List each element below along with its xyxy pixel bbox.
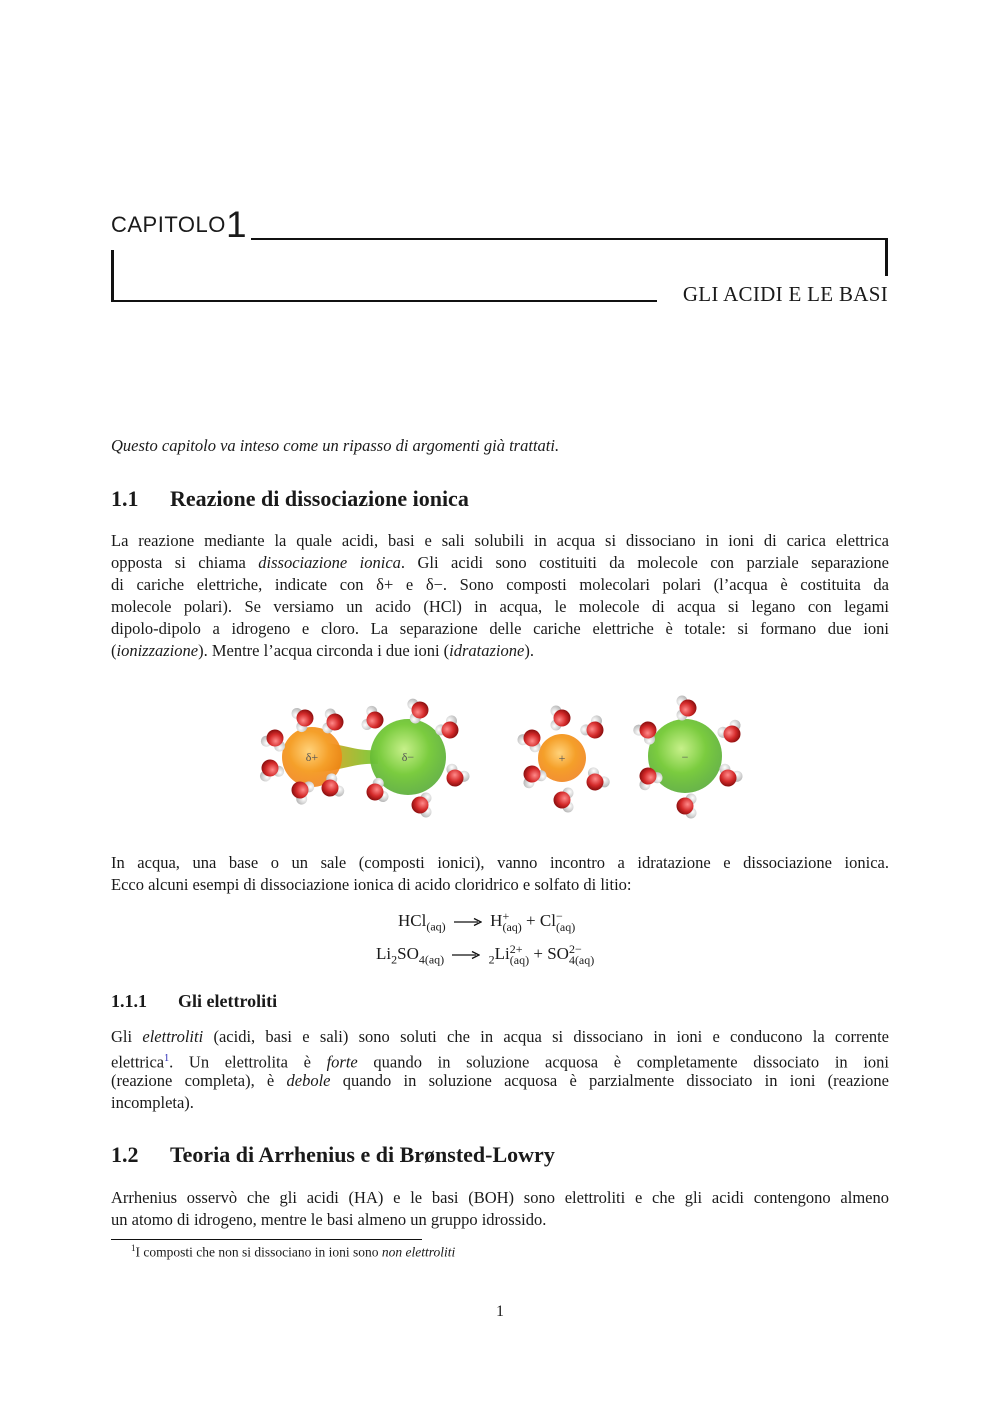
water-molecule-icon — [551, 706, 571, 731]
text-line: Arrhenius osservò che gli acidi (HA) e le basi (BOH) sono elettroliti e che gli acidi contengono almeno — [111, 1188, 889, 1207]
intro-text: Questo capitolo va inteso come un ripasso di argomenti già trattati. — [111, 436, 560, 455]
chapter-rule-left — [111, 250, 114, 302]
subsection-heading-1-1-1 — [111, 991, 277, 1012]
subsection-number: 1.1.1 — [111, 991, 147, 1011]
water-molecule-icon — [554, 788, 574, 813]
chapter-rule-top — [251, 238, 888, 240]
water-molecule-icon — [412, 793, 432, 818]
equation-li2so4: $Li_2SO_{4(aq)}$ $_2$Li 2+ (aq) + SO 2− 4(aq) — [376, 942, 595, 968]
text-line: In acqua, una base o un sale (composti ionici), vanno incontro a idratazione e dissociazione ionica. — [111, 853, 889, 872]
text-line: di cariche elettriche, indicate con δ+ e δ−. Sono composti molecolari polari (l’acqua è costituita da — [111, 575, 889, 594]
text-line: La reazione mediante la quale acidi, basi e sali solubili in acqua si dissociano in ioni di carica elettrica — [111, 531, 889, 550]
section-title: Reazione di dissociazione ionica — [170, 486, 469, 511]
water-molecule-icon — [715, 718, 747, 748]
anion-label: − — [681, 750, 689, 764]
chapter-label: CAPITOLO — [111, 212, 226, 237]
delta-minus-label: δ− — [401, 750, 415, 764]
chapter-rule-right — [885, 238, 888, 276]
text-line: Ecco alcuni esempi di dissociazione ionica di acido cloridrico e solfato di litio: — [111, 875, 632, 894]
section-title: Teoria di Arrhenius e di Brønsted-Lowry — [170, 1142, 555, 1167]
text-line: incompleta). — [111, 1093, 194, 1112]
text-line: un atomo di idrogeno, mentre le basi almeno un gruppo idrossido. — [111, 1210, 547, 1229]
water-molecule-icon — [677, 794, 697, 819]
footnote: $^1$I composti che non si dissociano in ioni sono non elettroliti — [131, 1243, 456, 1260]
paragraph-electrolytes — [111, 1026, 889, 1114]
paragraph-examples — [111, 852, 889, 896]
water-molecule-icon — [578, 713, 610, 744]
section-number: 1.1 — [111, 486, 139, 511]
water-molecule-icon — [255, 756, 285, 783]
reaction-arrow-icon — [454, 917, 482, 927]
equation-hcl: HCl$_{(aq)}$ H + (aq) + Cl − (aq) — [398, 909, 576, 935]
section-heading-1-1 — [111, 486, 469, 512]
chapter-title: GLI ACIDI E LE BASI — [682, 282, 888, 306]
water-molecule-icon — [677, 696, 697, 721]
water-molecule-icon — [580, 765, 612, 796]
text-line: (reazione completa), è debole quando in soluzione acquosa è parzialmente dissociato in ioni (reazione — [111, 1071, 889, 1090]
chapter-rule-bottom — [111, 300, 657, 302]
text-line: dipolo-dipolo a idrogeno e cloro. La separazione delle cariche elettriche è totale: si formano due ioni — [111, 619, 889, 638]
chapter-number: 1 — [226, 204, 247, 245]
water-molecule-icon — [322, 708, 346, 736]
text-line: opposta si chiama dissociazione ionica. Gli acidi sono costituiti da molecole con parziale separazione — [111, 553, 890, 572]
footnote-mark: 1 — [131, 1243, 136, 1253]
footnote-reference[interactable]: 1 — [164, 1053, 170, 1064]
section-heading-1-2 — [111, 1142, 555, 1168]
page-number: 1 — [496, 1303, 504, 1320]
footnote-rule — [111, 1239, 422, 1240]
section-number: 1.2 — [111, 1142, 139, 1167]
paragraph-arrhenius — [111, 1187, 889, 1231]
reaction-arrow-icon — [452, 950, 480, 960]
hydrated-ions — [538, 719, 722, 793]
paragraph-dissociation — [111, 530, 889, 662]
text-line: Gli elettroliti (acidi, basi e sali) sono soluti che in acqua si dissociano in ioni e conducono la corrente — [111, 1027, 889, 1046]
cation-label: + — [558, 751, 566, 765]
text-line: (ionizzazione). Mentre l’acqua circonda i due ioni (idratazione). — [111, 641, 534, 660]
text-line: molecole polari). Se versiamo un acido (HCl) in acqua, le molecole di acqua si legano con legami — [111, 597, 889, 616]
hydration-figure — [250, 690, 750, 820]
subsection-title: Gli elettroliti — [178, 991, 278, 1011]
text-line: elettrica$^1$. Un elettrolita è forte quando in soluzione acquosa è completamente dissociato in ioni — [111, 1052, 889, 1072]
delta-plus-label: δ+ — [305, 750, 319, 764]
